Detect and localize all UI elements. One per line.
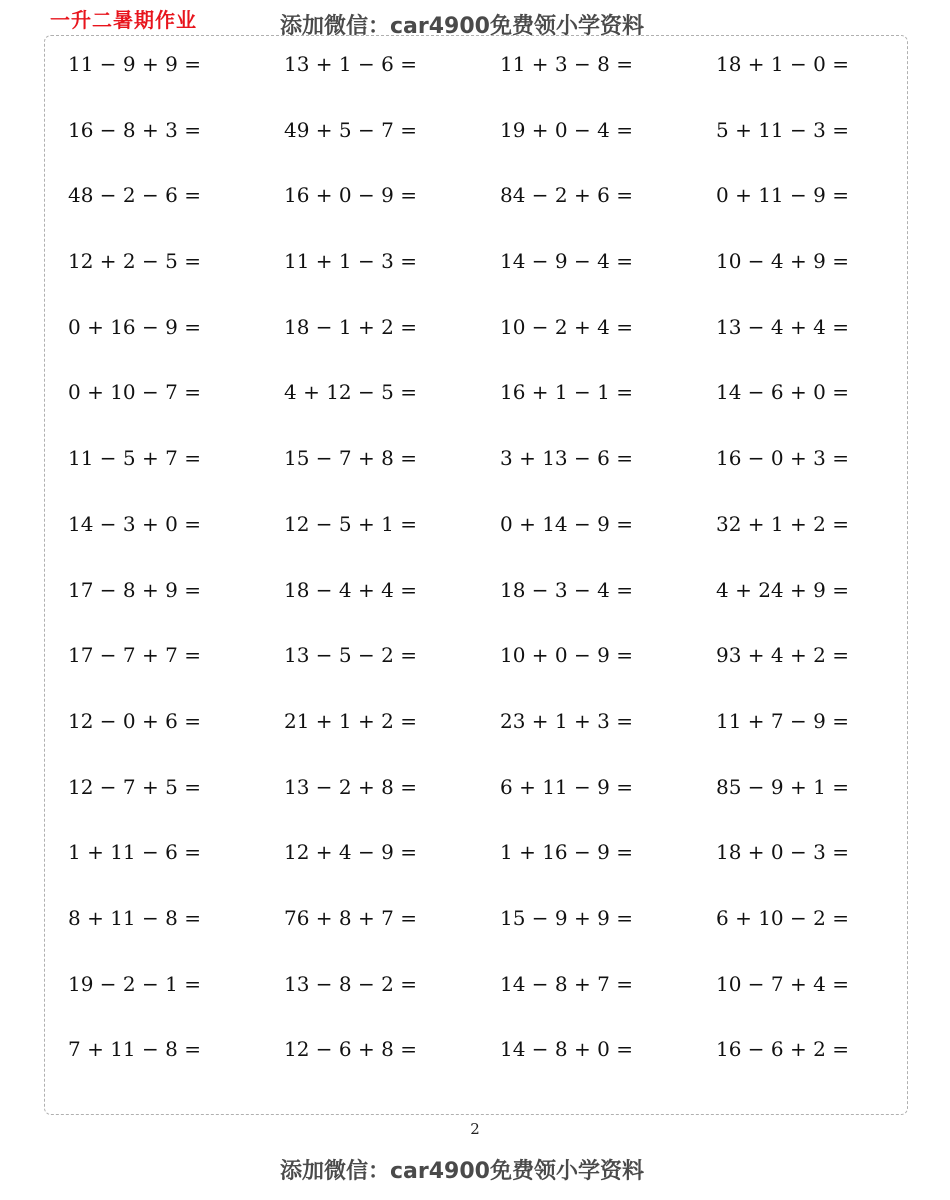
footer-watermark: 添加微信：car4900免费领小学资料: [280, 1159, 644, 1184]
math-problem: 18 + 1 − 0 =: [716, 52, 849, 76]
math-problem: 19 + 0 − 4 =: [500, 117, 633, 142]
math-problem: 14 − 6 + 0 =: [716, 380, 849, 405]
math-problem: 7 + 11 − 8 =: [68, 1037, 201, 1062]
math-problem: 3 + 13 − 6 =: [500, 446, 633, 471]
math-problem: 11 + 7 − 9 =: [716, 708, 849, 733]
math-problem: 76 + 8 + 7 =: [284, 905, 417, 930]
math-problem: 12 + 4 − 9 =: [284, 840, 417, 865]
math-problem: 16 − 6 + 2 =: [716, 1037, 849, 1062]
math-problem: 10 − 2 + 4 =: [500, 314, 633, 339]
math-problem: 10 + 0 − 9 =: [500, 643, 633, 668]
math-problem: 11 − 9 + 9 =: [68, 52, 201, 76]
math-problem: 12 − 5 + 1 =: [284, 511, 417, 536]
math-problem: 1 + 16 − 9 =: [500, 840, 633, 865]
math-problem: 14 − 8 + 0 =: [500, 1037, 633, 1062]
math-problem: 23 + 1 + 3 =: [500, 708, 633, 733]
math-problem: 0 + 10 − 7 =: [68, 380, 201, 405]
math-problem: 18 + 0 − 3 =: [716, 840, 849, 865]
math-problem: 14 − 8 + 7 =: [500, 971, 633, 996]
math-problem: 12 + 2 − 5 =: [68, 249, 201, 274]
math-problem: 10 − 7 + 4 =: [716, 971, 849, 996]
math-problem: 13 + 1 − 6 =: [284, 52, 417, 76]
math-problem: 16 + 0 − 9 =: [284, 183, 417, 208]
math-problem: 16 − 0 + 3 =: [716, 446, 849, 471]
math-problem: 4 + 24 + 9 =: [716, 577, 849, 602]
math-problem: 17 − 7 + 7 =: [68, 643, 201, 668]
page-number: 2: [470, 1120, 480, 1138]
math-problem: 32 + 1 + 2 =: [716, 511, 849, 536]
math-problem: 12 − 7 + 5 =: [68, 774, 201, 799]
math-problem: 15 − 7 + 8 =: [284, 446, 417, 471]
math-problem: 18 − 1 + 2 =: [284, 314, 417, 339]
math-problem: 13 − 5 − 2 =: [284, 643, 417, 668]
math-problem: 11 + 1 − 3 =: [284, 249, 417, 274]
math-problem: 8 + 11 − 8 =: [68, 905, 201, 930]
math-problem: 21 + 1 + 2 =: [284, 708, 417, 733]
math-problem: 6 + 10 − 2 =: [716, 905, 849, 930]
math-problem: 84 − 2 + 6 =: [500, 183, 633, 208]
math-problem: 16 − 8 + 3 =: [68, 117, 201, 142]
math-problem: 15 − 9 + 9 =: [500, 905, 633, 930]
math-problem: 14 − 9 − 4 =: [500, 249, 633, 274]
math-problem: 85 − 9 + 1 =: [716, 774, 849, 799]
math-problem: 12 − 6 + 8 =: [284, 1037, 417, 1062]
math-problem: 93 + 4 + 2 =: [716, 643, 849, 668]
math-problem: 4 + 12 − 5 =: [284, 380, 417, 405]
math-problem: 6 + 11 − 9 =: [500, 774, 633, 799]
math-problem: 19 − 2 − 1 =: [68, 971, 201, 996]
math-problem: 1 + 11 − 6 =: [68, 840, 201, 865]
worksheet-title-label: 一升二暑期作业: [50, 8, 197, 32]
math-problem: 0 + 14 − 9 =: [500, 511, 633, 536]
math-problem: 11 + 3 − 8 =: [500, 52, 633, 76]
math-problem: 18 − 3 − 4 =: [500, 577, 633, 602]
math-problem: 0 + 16 − 9 =: [68, 314, 201, 339]
math-problem: 11 − 5 + 7 =: [68, 446, 201, 471]
math-problem: 10 − 4 + 9 =: [716, 249, 849, 274]
math-problem: 18 − 4 + 4 =: [284, 577, 417, 602]
math-problem: 14 − 3 + 0 =: [68, 511, 201, 536]
math-problem: 5 + 11 − 3 =: [716, 117, 849, 142]
header-watermark: 添加微信：car4900免费领小学资料: [280, 14, 644, 39]
math-problem: 0 + 11 − 9 =: [716, 183, 849, 208]
math-problem: 13 − 4 + 4 =: [716, 314, 849, 339]
math-problem: 16 + 1 − 1 =: [500, 380, 633, 405]
problem-grid: [68, 46, 908, 1097]
math-problem: 48 − 2 − 6 =: [68, 183, 201, 208]
math-problem: 49 + 5 − 7 =: [284, 117, 417, 142]
math-problem: 13 − 2 + 8 =: [284, 774, 417, 799]
math-problem: 12 − 0 + 6 =: [68, 708, 201, 733]
math-problem: 17 − 8 + 9 =: [68, 577, 201, 602]
math-problem: 13 − 8 − 2 =: [284, 971, 417, 996]
